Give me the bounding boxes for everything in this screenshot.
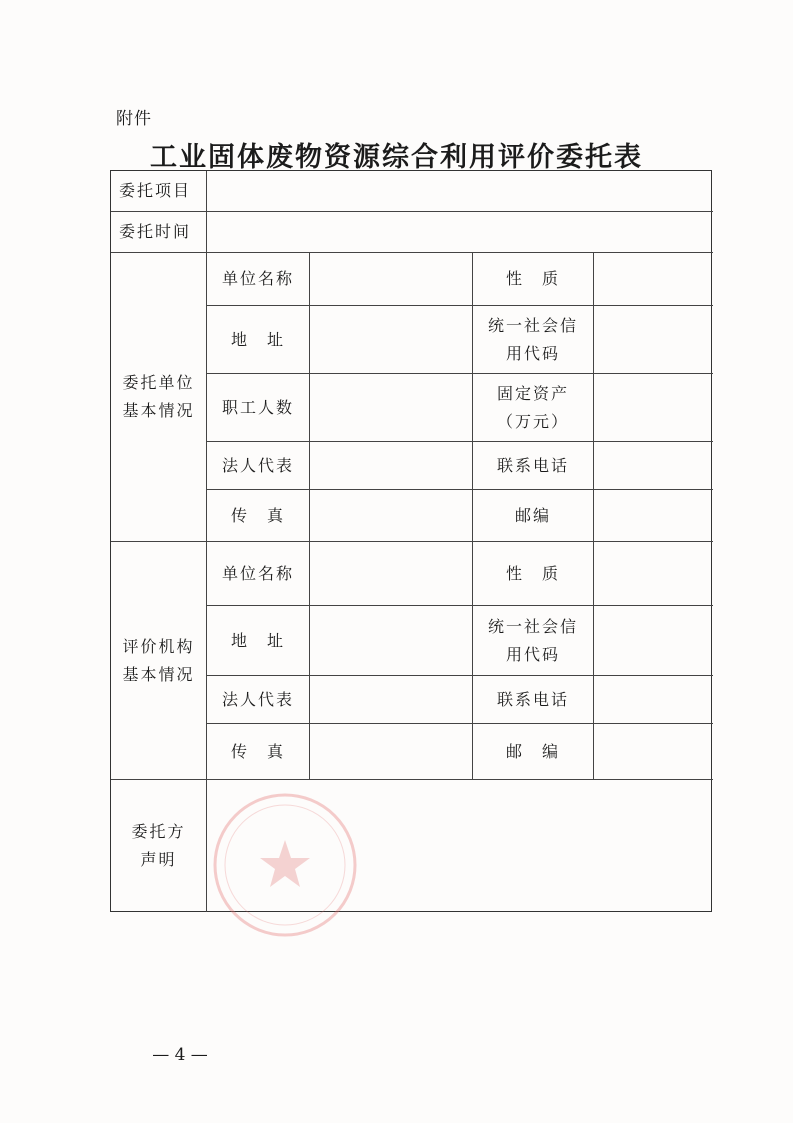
evaluator-nature-cell[interactable] <box>594 542 713 606</box>
client-fax-label: 传 真 <box>207 490 310 542</box>
client-address-cell[interactable] <box>310 306 473 374</box>
client-nature-cell[interactable] <box>594 253 713 306</box>
client-address-label: 地 址 <box>207 306 310 374</box>
evaluator-credit-code-label: 统一社会信 用代码 <box>473 606 594 676</box>
attachment-label: 附件 <box>116 109 152 129</box>
evaluator-unit-name-label: 单位名称 <box>207 542 310 606</box>
evaluator-section-label: 评价机构 基本情况 <box>111 542 207 780</box>
client-employees-cell[interactable] <box>310 374 473 442</box>
time-label: 委托时间 <box>111 212 207 253</box>
document-title: 工业固体废物资源综合利用评价委托表 <box>150 142 643 173</box>
client-employees-label: 职工人数 <box>207 374 310 442</box>
evaluator-address-cell[interactable] <box>310 606 473 676</box>
client-section-label: 委托单位 基本情况 <box>111 253 207 542</box>
client-credit-code-cell[interactable] <box>594 306 713 374</box>
declaration-label: 委托方 声明 <box>111 780 207 912</box>
client-fixed-assets-label: 固定资产 （万元） <box>473 374 594 442</box>
project-label: 委托项目 <box>111 171 207 212</box>
client-postcode-label: 邮编 <box>473 490 594 542</box>
client-fixed-assets-cell[interactable] <box>594 374 713 442</box>
client-postcode-cell[interactable] <box>594 490 713 542</box>
evaluator-fax-cell[interactable] <box>310 724 473 780</box>
declaration-cell[interactable] <box>207 780 713 912</box>
evaluator-address-label: 地 址 <box>207 606 310 676</box>
evaluator-phone-label: 联系电话 <box>473 676 594 724</box>
commission-form-table <box>110 170 712 912</box>
client-legal-rep-label: 法人代表 <box>207 442 310 490</box>
project-value-cell[interactable] <box>207 171 713 212</box>
page-number: — 4 — <box>152 1045 208 1065</box>
client-phone-label: 联系电话 <box>473 442 594 490</box>
client-unit-name-cell[interactable] <box>310 253 473 306</box>
evaluator-postcode-cell[interactable] <box>594 724 713 780</box>
evaluator-postcode-label: 邮 编 <box>473 724 594 780</box>
evaluator-credit-code-cell[interactable] <box>594 606 713 676</box>
client-fax-cell[interactable] <box>310 490 473 542</box>
client-legal-rep-cell[interactable] <box>310 442 473 490</box>
client-credit-code-label: 统一社会信 用代码 <box>473 306 594 374</box>
evaluator-legal-rep-label: 法人代表 <box>207 676 310 724</box>
evaluator-fax-label: 传 真 <box>207 724 310 780</box>
evaluator-legal-rep-cell[interactable] <box>310 676 473 724</box>
evaluator-nature-label: 性 质 <box>473 542 594 606</box>
client-phone-cell[interactable] <box>594 442 713 490</box>
evaluator-phone-cell[interactable] <box>594 676 713 724</box>
time-value-cell[interactable] <box>207 212 713 253</box>
evaluator-unit-name-cell[interactable] <box>310 542 473 606</box>
client-nature-label: 性 质 <box>473 253 594 306</box>
client-unit-name-label: 单位名称 <box>207 253 310 306</box>
